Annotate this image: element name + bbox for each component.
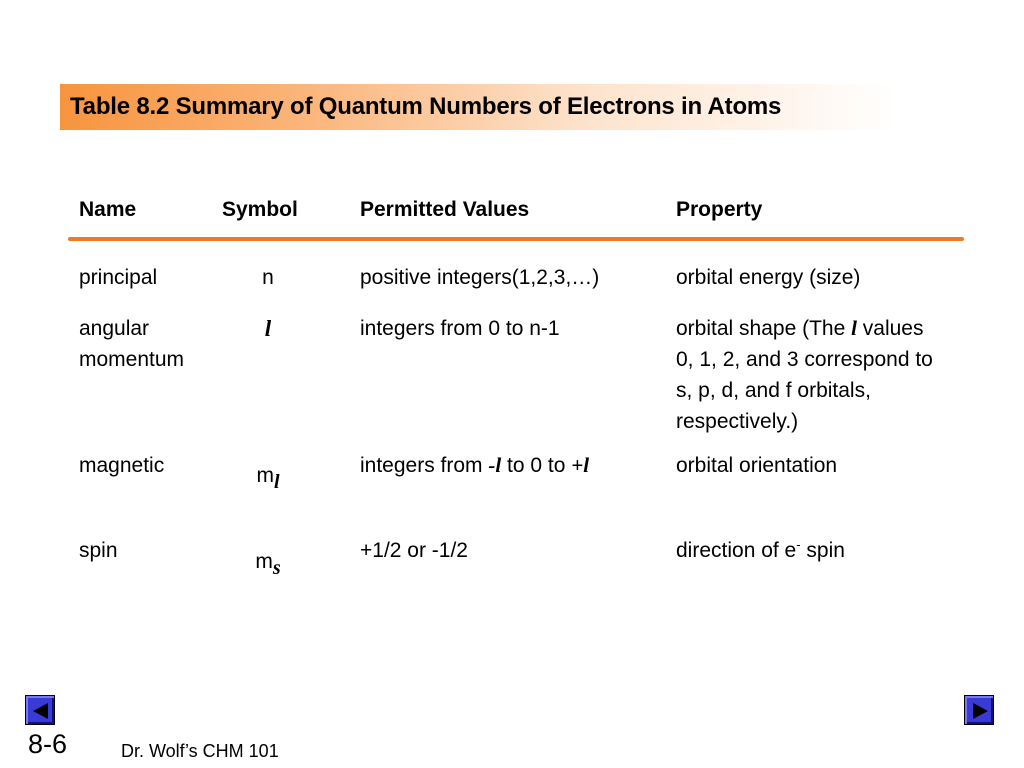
row-spin-symbol-sub: s bbox=[272, 557, 281, 579]
row-magnetic-values-pos: +l bbox=[571, 453, 590, 477]
row-magnetic-values-mid: to 0 to bbox=[501, 454, 572, 477]
row-spin-property-suffix: spin bbox=[800, 539, 845, 562]
row-angular-property-line1 bbox=[676, 313, 924, 344]
header-divider bbox=[68, 237, 964, 241]
row-magnetic-symbol-base: m bbox=[256, 464, 274, 487]
triangle-right-icon bbox=[969, 700, 991, 722]
header-permitted-values: Permitted Values bbox=[360, 198, 530, 221]
row-angular-symbol: l bbox=[264, 316, 272, 341]
row-angular-name-line2: momentum bbox=[79, 348, 185, 371]
row-spin-property-sup: - bbox=[796, 537, 801, 552]
row-magnetic-values bbox=[360, 450, 589, 481]
row-spin-property bbox=[676, 535, 845, 566]
header-symbol: Symbol bbox=[222, 198, 298, 221]
header-property: Property bbox=[676, 198, 763, 221]
row-spin-symbol-base: m bbox=[255, 550, 273, 573]
row-angular-values: integers from 0 to n-1 bbox=[360, 317, 560, 340]
row-spin-property-prefix: direction of e bbox=[676, 539, 797, 562]
row-spin-name: spin bbox=[79, 539, 118, 562]
row-angular-name-line1: angular bbox=[79, 317, 150, 340]
row-angular-property-line3: s, p, d, and f orbitals, bbox=[676, 379, 871, 402]
header-name: Name bbox=[79, 198, 137, 221]
row-magnetic-name: magnetic bbox=[79, 454, 165, 477]
next-slide-button[interactable] bbox=[964, 695, 994, 725]
row-magnetic-property: orbital orientation bbox=[676, 454, 838, 477]
row-magnetic-symbol bbox=[238, 460, 298, 498]
row-principal-property: orbital energy (size) bbox=[676, 266, 861, 289]
triangle-left-icon bbox=[30, 700, 52, 722]
row-angular-property-line2: 0, 1, 2, and 3 correspond to bbox=[676, 348, 933, 371]
slide-title: Table 8.2 Summary of Quantum Numbers of Electrons in Atoms bbox=[70, 93, 782, 120]
row-principal-values: positive integers(1,2,3,…) bbox=[360, 266, 600, 289]
row-angular-property-prefix: orbital shape (The bbox=[676, 317, 852, 340]
row-principal-symbol: n bbox=[262, 266, 274, 289]
slide-number: 8-6 bbox=[28, 729, 68, 759]
previous-slide-button[interactable] bbox=[25, 695, 55, 725]
row-magnetic-values-prefix: integers from bbox=[360, 454, 489, 477]
row-angular-property-line4: respectively.) bbox=[676, 410, 799, 433]
row-spin-values: +1/2 or -1/2 bbox=[360, 539, 468, 562]
row-principal-name: principal bbox=[79, 266, 158, 289]
row-magnetic-values-neg: -l bbox=[488, 453, 502, 477]
row-spin-symbol bbox=[238, 546, 298, 584]
footer-author: Dr. Wolf’s CHM 101 bbox=[121, 741, 279, 761]
row-magnetic-symbol-sub: l bbox=[273, 471, 280, 493]
row-angular-property-suffix: values bbox=[856, 317, 924, 340]
row-angular-property-italic: l bbox=[851, 316, 857, 340]
